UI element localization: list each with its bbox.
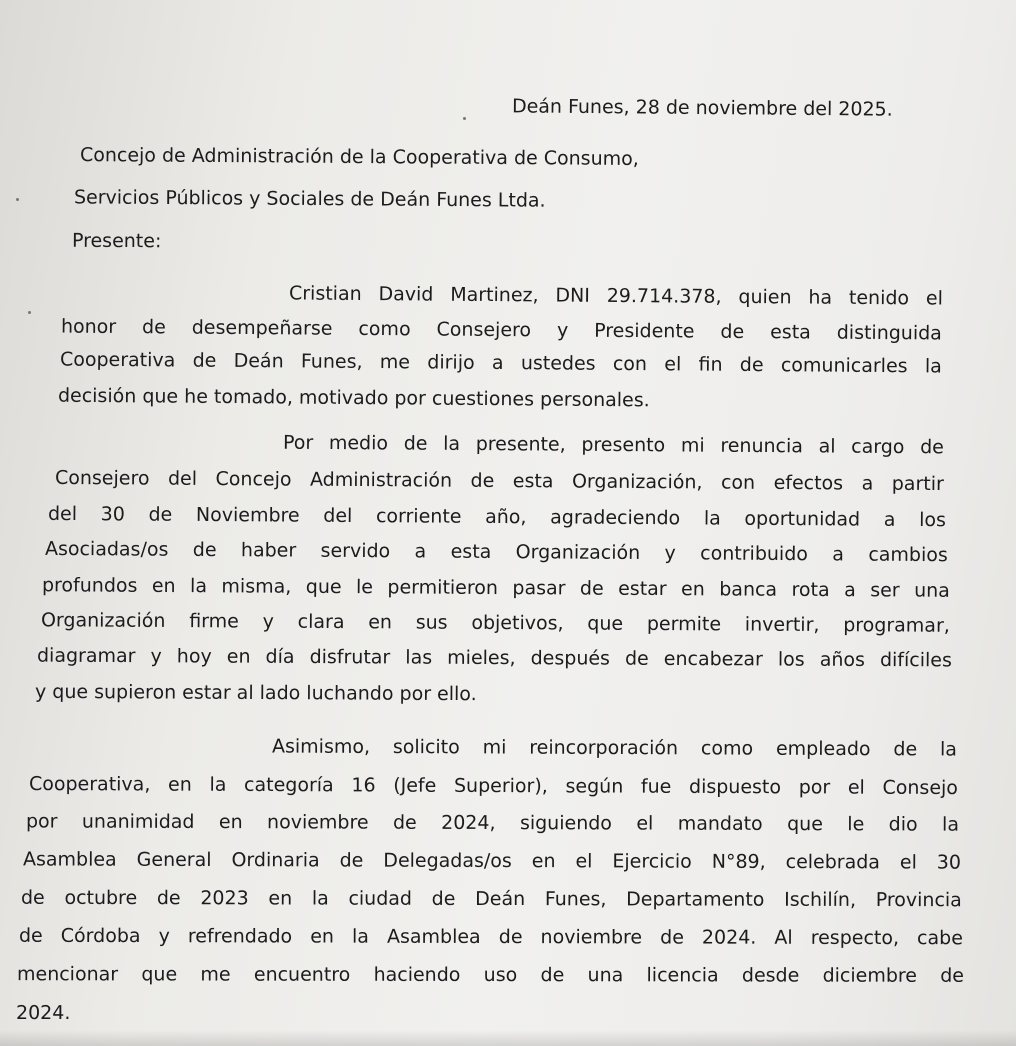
- body-line: Organización firme y clara en sus objetivos, que permite invertir, programar,: [40, 609, 950, 637]
- salutation: Presente:: [71, 229, 162, 253]
- paper-speck: [28, 311, 31, 314]
- body-line: profundos en la misma, que le permitieron pasar de estar en banca rota a ser una: [41, 574, 950, 602]
- body-line: Asimismo, solicito mi reincorporación como empleado de la: [271, 735, 957, 761]
- body-line: 2024.: [15, 1001, 71, 1025]
- paper-speck: [463, 117, 466, 120]
- body-line: por unanimidad en noviembre de 2024, siguiendo el mandato que le dio la: [25, 810, 960, 836]
- body-line: y que supieron estar al lado luchando por ello.: [34, 680, 477, 706]
- recipient-line-1: Concejo de Administración de la Cooperativa de Consumo,: [79, 144, 639, 170]
- body-line: Cristian David Martinez, DNI 29.714.378, quien ha tenido el: [288, 282, 944, 310]
- body-line: diagramar y hoy en día disfrutar las mieles, después de encabezar los años difíciles: [36, 644, 952, 672]
- body-line: de octubre de 2023 en la ciudad de Deán Funes, Departamento Ischilín, Provincia: [20, 886, 962, 912]
- paper-speck: [16, 198, 19, 201]
- body-line: decisión que he tomado, motivado por cuestiones personales.: [57, 384, 650, 412]
- body-line: honor de desempeñarse como Consejero y Presidente de esta distinguida: [60, 315, 942, 345]
- letter-date: Deán Funes, 28 de noviembre del 2025.: [511, 95, 893, 121]
- body-line: Cooperativa de Deán Funes, me dirijo a ustedes con el fin de comunicarles la: [59, 348, 942, 378]
- page-bottom-shadow: [0, 1030, 1016, 1046]
- body-line: de Córdoba y refrendado en la Asamblea de noviembre de 2024. Al respecto, cabe: [18, 924, 963, 950]
- body-line: del 30 de Noviembre del corriente año, agradeciendo la oportunidad a los: [47, 502, 947, 532]
- body-line: Asociadas/os de haber servido a esta Organización y contribuido a cambios: [44, 537, 948, 567]
- body-line: Asamblea General Ordinaria de Delegadas/os en el Ejercicio N°89, celebrada el 30: [22, 848, 962, 874]
- body-line: Cooperativa, en la categoría 16 (Jefe Superior), según fue dispuesto por el Consejo: [28, 772, 959, 800]
- body-line: Consejero del Concejo Administración de esta Organización, con efectos a partir: [54, 466, 944, 496]
- recipient-line-2: Servicios Públicos y Sociales de Deán Funes Ltda.: [73, 186, 546, 212]
- body-line: Por medio de la presente, presento mi renuncia al cargo de: [282, 431, 944, 459]
- body-line: mencionar que me encuentro haciendo uso de una licencia desde diciembre de: [16, 963, 965, 987]
